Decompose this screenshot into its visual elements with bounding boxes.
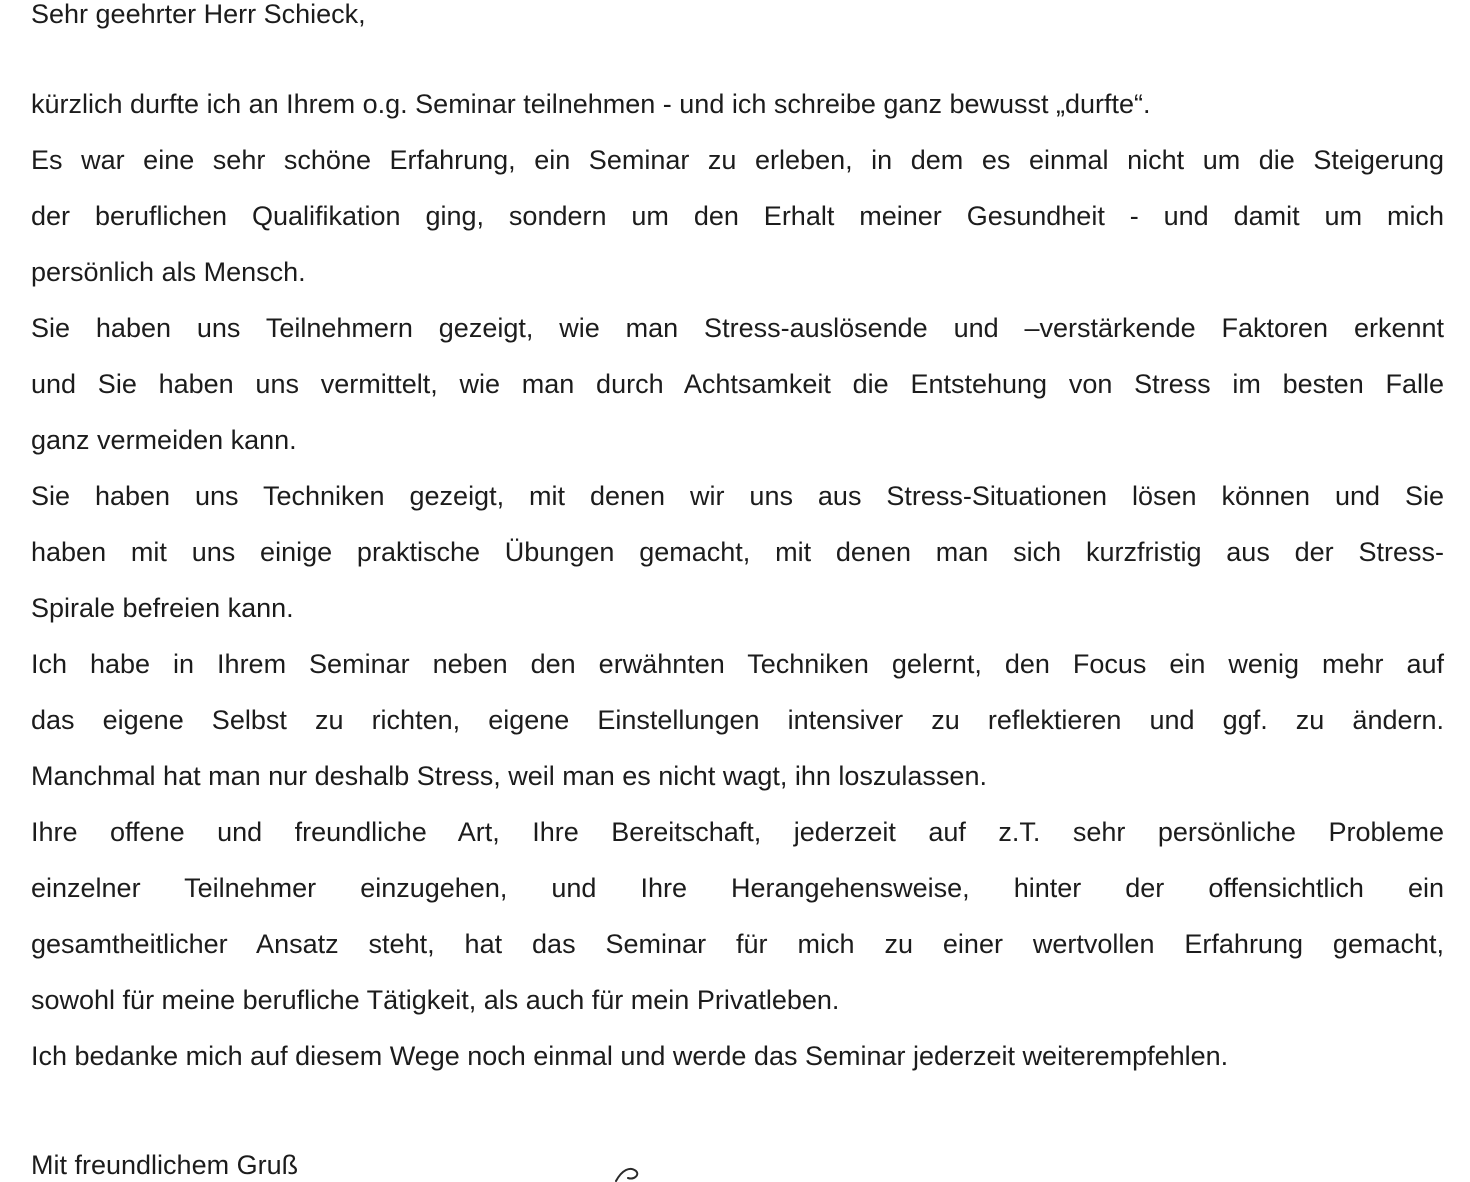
letter-line: sowohl für meine berufliche Tätigkeit, als auch für mein Privatleben. (31, 985, 840, 1015)
letter-line: Es war eine sehr schöne Erfahrung, ein Seminar zu erleben, in dem es einmal nicht um die Steigerung (31, 145, 1444, 175)
letter-line: Sie haben uns Techniken gezeigt, mit denen wir uns aus Stress-Situationen lösen können und Sie (31, 481, 1444, 511)
letter-line: der beruflichen Qualifikation ging, sondern um den Erhalt meiner Gesundheit - und damit um mich (31, 201, 1444, 231)
letter-line: haben mit uns einige praktische Übungen gemacht, mit denen man sich kurzfristig aus der Stress- (31, 537, 1444, 567)
letter-line: persönlich als Mensch. (31, 257, 306, 287)
letter-line: Spirale befreien kann. (31, 593, 294, 623)
letter-line: gesamtheitlicher Ansatz steht, hat das Seminar für mich zu einer wertvollen Erfahrung gemacht, (31, 929, 1444, 959)
letter-line: Ihre offene und freundliche Art, Ihre Bereitschaft, jederzeit auf z.T. sehr persönliche Probleme (31, 817, 1444, 847)
letter-line: einzelner Teilnehmer einzugehen, und Ihre Herangehensweise, hinter der offensichtlich ein (31, 873, 1444, 903)
letter-line: und Sie haben uns vermittelt, wie man durch Achtsamkeit die Entstehung von Stress im besten Falle (31, 369, 1444, 399)
letter-line: ganz vermeiden kann. (31, 425, 297, 455)
letter-line: Ich habe in Ihrem Seminar neben den erwähnten Techniken gelernt, den Focus ein wenig mehr auf (31, 649, 1444, 679)
letter-line: das eigene Selbst zu richten, eigene Einstellungen intensiver zu reflektieren und ggf. zu ändern. (31, 705, 1444, 735)
letter-line: Sie haben uns Teilnehmern gezeigt, wie man Stress-auslösende und –verstärkende Faktoren erkennt (31, 313, 1444, 343)
letter-line: Manchmal hat man nur deshalb Stress, weil man es nicht wagt, ihn loszulassen. (31, 761, 987, 791)
signature-mark (612, 1162, 672, 1182)
salutation: Sehr geehrter Herr Schieck, (31, 0, 366, 29)
letter-line: kürzlich durfte ich an Ihrem o.g. Seminar teilnehmen - und ich schreibe ganz bewusst „durfte“. (31, 89, 1151, 119)
letter-line: Ich bedanke mich auf diesem Wege noch einmal und werde das Seminar jederzeit weiterempfehlen. (31, 1041, 1229, 1071)
closing: Mit freundlichem Gruß (31, 1150, 299, 1180)
